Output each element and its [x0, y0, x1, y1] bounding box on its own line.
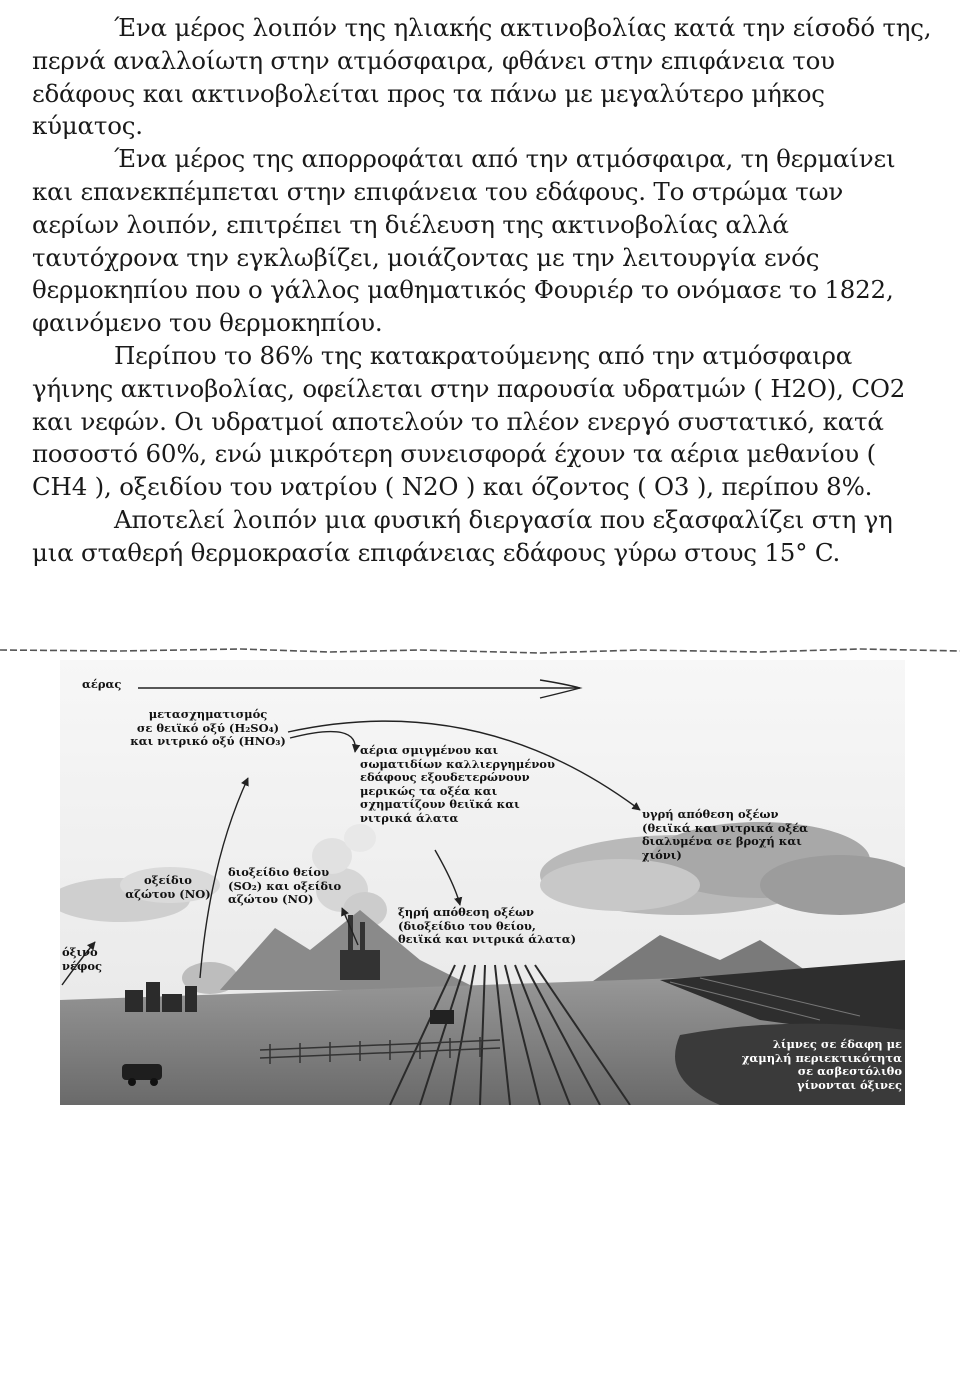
- paragraph-1: [32, 12, 932, 143]
- paragraph-1-text: Ένα μέρος λοιπόν της ηλιακής ακτινοβολίας κατά την είσοδό της, περνά αναλλοίωτη στην ατμόσφαιρα, φθάνει στην επιφάνεια του εδάφους και ακτινοβολείται προς τα πάνω με μεγαλύτερο μήκος κύματος.: [32, 13, 932, 141]
- label-gases: αέρια σμιγμένου και σωματιδίων καλλιεργημένου εδάφους εξουδετερώνουν μερικώς τα οξέα και σχηματίζουν θειϊκά και νιτρικά άλατα: [360, 743, 555, 825]
- body-text: [32, 12, 932, 570]
- paragraph-3-text: Περίπου το 86% της κατακρατούμενης από την ατμόσφαιρα γήινης ακτινοβολίας, οφείλεται στην παρουσία υδρατμών ( H2O), CO2 και νεφών. Οι υδρατμοί αποτελούν το πλέον ενεργό συστατικό, κατά ποσοστό 60%, ενώ μικρότερη συνεισφορά έχουν τα αέρια μεθανίου ( CH4 ), οξειδίου του νατρίου ( N2O ) και όζοντος ( O3 ), περίπου 8%.: [32, 340, 906, 502]
- paragraph-4: [32, 504, 932, 570]
- paragraph-2-text: Ένα μέρος της απορροφάται από την ατμόσφαιρα, τη θερμαίνει και επανεκπέμπεται στην επιφάνεια του εδάφους. Το στρώμα των αερίων λοιπόν, επιτρέπει τη διέλευση της ακτινοβολίας αλλά ταυτόχρονα την εγκλωβίζει, μοιάζοντας με την λειτουργία ενός θερμοκηπίου που ο γάλλος μαθηματικός Φουριέρ το ονόμασε το 1822, φαινόμενο του θερμοκηπίου.: [32, 144, 896, 338]
- tractor: [430, 1010, 454, 1024]
- label-acid-lakes: λίμνες σε έδαφη με χαμηλή περιεκτικότητα σε ασβεστόλιθο γίνονται όξινες: [741, 1037, 902, 1092]
- label-dry-deposition: ξηρή απόθεση οξέων (διοξείδιο του θείου, θειϊκά και νιτρικά άλατα): [398, 905, 577, 946]
- label-transformation: μετασχηματισμός σε θειϊκό οξύ (H₂SO₄) και νιτρικό οξύ (HNO₃): [130, 707, 286, 748]
- label-wet-deposition: υγρή απόθεση οξέων (θειϊκά και νιτρικά οξέα διαλυμένα σε βροχή και χιόνι): [642, 807, 809, 862]
- paragraph-4-text: Αποτελεί λοιπόν μια φυσική διεργασία που εξασφαλίζει στη γη μια σταθερή θερμοκρασία επιφάνειας εδάφους γύρω στους 15° C.: [32, 504, 893, 567]
- label-nitrogen-oxide: οξείδιο αζώτου (NO): [125, 873, 211, 901]
- paragraph-3: [32, 340, 932, 504]
- acid-rain-diagram: [60, 660, 905, 1105]
- paragraph-2: [32, 143, 932, 340]
- label-oxide-cloud: όξινο νέφος: [62, 945, 103, 973]
- torn-edge-divider: [0, 644, 960, 658]
- label-sulfur-dioxide: διοξείδιο θείου (SO₂) και οξείδιο αζώτου (NO): [228, 865, 342, 906]
- label-air: αέρας: [82, 677, 122, 691]
